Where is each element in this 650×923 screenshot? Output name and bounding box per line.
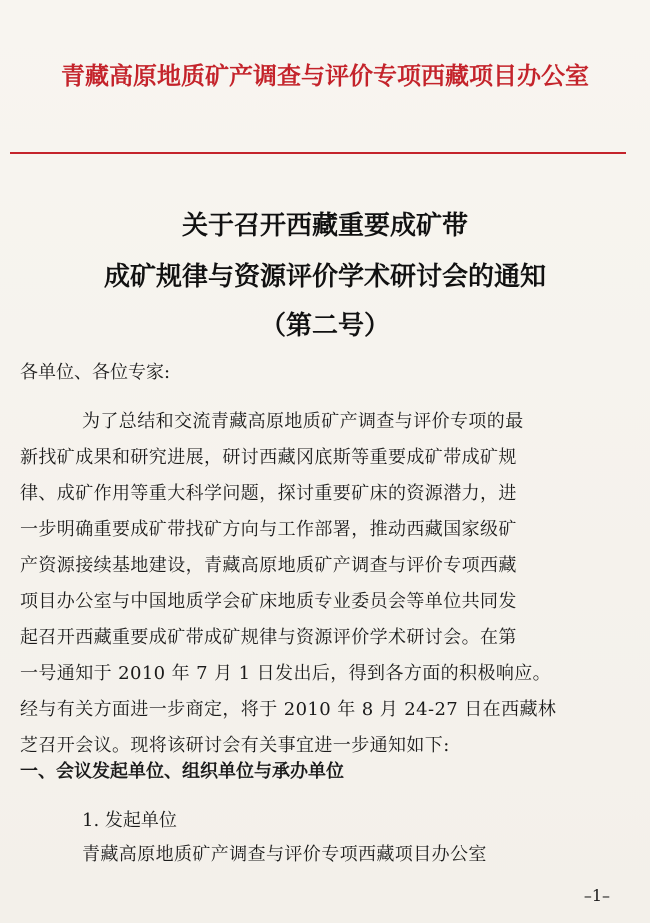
letterhead-red-rule <box>10 152 626 154</box>
body-line: 律、成矿作用等重大科学问题，探讨重要矿床的资源潜力，进 <box>20 483 517 504</box>
letterhead-org-name: 青藏高原地质矿产调查与评价专项西藏项目办公室 <box>61 61 589 90</box>
body-line: 新找矿成果和研究进展，研讨西藏冈底斯等重要成矿带成矿规 <box>20 447 517 468</box>
notice-title-line-1: 关于召开西藏重要成矿带 <box>181 211 468 241</box>
subsection-heading: 1. 发起单位 <box>82 810 177 831</box>
body-line: 一号通知于 2010 年 7 月 1 日发出后，得到各方面的积极响应。 <box>20 663 552 684</box>
body-line: 芝召开会议。现将该研讨会有关事宜进一步通知如下: <box>20 735 450 756</box>
body-line: 项目办公室与中国地质学会矿床地质专业委员会等单位共同发 <box>20 591 517 612</box>
notice-title-line-2: 成矿规律与资源评价学术研讨会的通知 <box>103 262 546 292</box>
page-number: –1– <box>583 886 610 905</box>
subsection-text: 青藏高原地质矿产调查与评价专项西藏项目办公室 <box>82 844 487 865</box>
notice-title-line-3: （第二号） <box>259 311 390 341</box>
body-line: 起召开西藏重要成矿带成矿规律与资源评价学术研讨会。在第 <box>20 627 517 648</box>
body-line: 为了总结和交流青藏高原地质矿产调查与评价专项的最 <box>82 411 524 432</box>
salutation: 各单位、各位专家: <box>20 362 171 383</box>
body-line: 一步明确重要成矿带找矿方向与工作部署，推动西藏国家级矿 <box>20 519 517 540</box>
body-line: 经与有关方面进一步商定，将于 2010 年 8 月 24-27 日在西藏林 <box>20 699 557 720</box>
body-line: 产资源接续基地建设，青藏高原地质矿产调查与评价专项西藏 <box>20 555 517 576</box>
section-heading: 一、会议发起单位、组织单位与承办单位 <box>20 761 344 782</box>
